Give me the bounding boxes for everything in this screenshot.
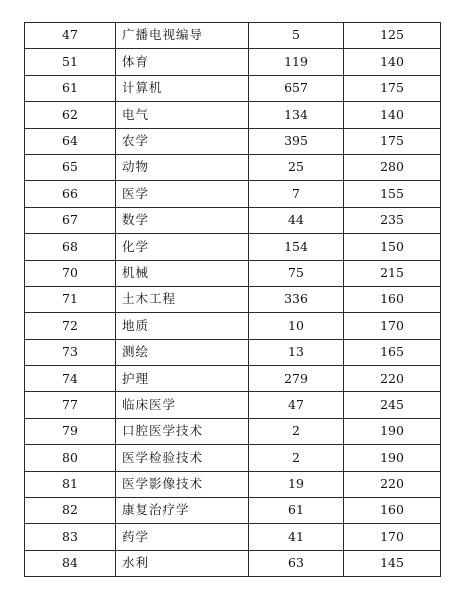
name-cell: 临床医学: [116, 392, 249, 418]
score-cell: 145: [344, 550, 441, 576]
code-cell: 67: [25, 207, 116, 233]
name-cell: 医学检验技术: [116, 445, 249, 471]
score-cell: 235: [344, 207, 441, 233]
code-cell: 65: [25, 154, 116, 180]
table-row: [25, 445, 441, 471]
count-cell: 7: [249, 181, 344, 207]
table-body: [25, 23, 441, 577]
code-cell: 68: [25, 234, 116, 260]
code-cell: 79: [25, 418, 116, 444]
name-cell: 机械: [116, 260, 249, 286]
score-cell: 155: [344, 181, 441, 207]
score-cell: 160: [344, 498, 441, 524]
table-row: [25, 49, 441, 75]
code-cell: 62: [25, 102, 116, 128]
count-cell: 75: [249, 260, 344, 286]
code-cell: 81: [25, 471, 116, 497]
name-cell: 农学: [116, 128, 249, 154]
score-cell: 165: [344, 339, 441, 365]
count-cell: 44: [249, 207, 344, 233]
count-cell: 19: [249, 471, 344, 497]
count-cell: 119: [249, 49, 344, 75]
table-row: [25, 181, 441, 207]
code-cell: 74: [25, 366, 116, 392]
name-cell: 计算机: [116, 75, 249, 101]
score-cell: 220: [344, 366, 441, 392]
score-cell: 245: [344, 392, 441, 418]
table-row: [25, 128, 441, 154]
name-cell: 医学影像技术: [116, 471, 249, 497]
code-cell: 72: [25, 313, 116, 339]
score-cell: 220: [344, 471, 441, 497]
name-cell: 水利: [116, 550, 249, 576]
score-cell: 160: [344, 286, 441, 312]
name-cell: 化学: [116, 234, 249, 260]
table-row: [25, 313, 441, 339]
table-row: [25, 471, 441, 497]
table-row: [25, 366, 441, 392]
code-cell: 66: [25, 181, 116, 207]
score-cell: 170: [344, 524, 441, 550]
code-cell: 64: [25, 128, 116, 154]
count-cell: 41: [249, 524, 344, 550]
score-cell: 215: [344, 260, 441, 286]
table-row: [25, 154, 441, 180]
score-cell: 140: [344, 49, 441, 75]
name-cell: 电气: [116, 102, 249, 128]
score-cell: 170: [344, 313, 441, 339]
count-cell: 395: [249, 128, 344, 154]
code-cell: 61: [25, 75, 116, 101]
code-cell: 84: [25, 550, 116, 576]
score-cell: 125: [344, 23, 441, 49]
table-row: [25, 524, 441, 550]
name-cell: 康复治疗学: [116, 498, 249, 524]
score-cell: 150: [344, 234, 441, 260]
name-cell: 广播电视编导: [116, 23, 249, 49]
count-cell: 134: [249, 102, 344, 128]
count-cell: 47: [249, 392, 344, 418]
count-cell: 13: [249, 339, 344, 365]
code-cell: 82: [25, 498, 116, 524]
count-cell: 63: [249, 550, 344, 576]
name-cell: 药学: [116, 524, 249, 550]
code-cell: 83: [25, 524, 116, 550]
table-row: [25, 339, 441, 365]
count-cell: 657: [249, 75, 344, 101]
table-row: [25, 23, 441, 49]
table-row: [25, 75, 441, 101]
table-row: [25, 498, 441, 524]
score-cell: 280: [344, 154, 441, 180]
document-page: [24, 22, 430, 577]
count-cell: 5: [249, 23, 344, 49]
name-cell: 体育: [116, 49, 249, 75]
count-cell: 2: [249, 418, 344, 444]
code-cell: 47: [25, 23, 116, 49]
score-cell: 175: [344, 75, 441, 101]
score-cell: 140: [344, 102, 441, 128]
count-cell: 336: [249, 286, 344, 312]
code-cell: 80: [25, 445, 116, 471]
score-cell: 190: [344, 418, 441, 444]
code-cell: 71: [25, 286, 116, 312]
code-cell: 70: [25, 260, 116, 286]
table-row: [25, 550, 441, 576]
code-cell: 73: [25, 339, 116, 365]
name-cell: 医学: [116, 181, 249, 207]
name-cell: 护理: [116, 366, 249, 392]
name-cell: 测绘: [116, 339, 249, 365]
table-row: [25, 207, 441, 233]
count-cell: 279: [249, 366, 344, 392]
table-row: [25, 392, 441, 418]
code-cell: 77: [25, 392, 116, 418]
name-cell: 地质: [116, 313, 249, 339]
count-cell: 154: [249, 234, 344, 260]
name-cell: 口腔医学技术: [116, 418, 249, 444]
score-cell: 190: [344, 445, 441, 471]
count-cell: 25: [249, 154, 344, 180]
table-row: [25, 260, 441, 286]
table-row: [25, 102, 441, 128]
data-table: [24, 22, 441, 577]
count-cell: 10: [249, 313, 344, 339]
table-row: [25, 234, 441, 260]
name-cell: 动物: [116, 154, 249, 180]
count-cell: 2: [249, 445, 344, 471]
code-cell: 51: [25, 49, 116, 75]
table-row: [25, 418, 441, 444]
score-cell: 175: [344, 128, 441, 154]
table-row: [25, 286, 441, 312]
name-cell: 土木工程: [116, 286, 249, 312]
name-cell: 数学: [116, 207, 249, 233]
count-cell: 61: [249, 498, 344, 524]
